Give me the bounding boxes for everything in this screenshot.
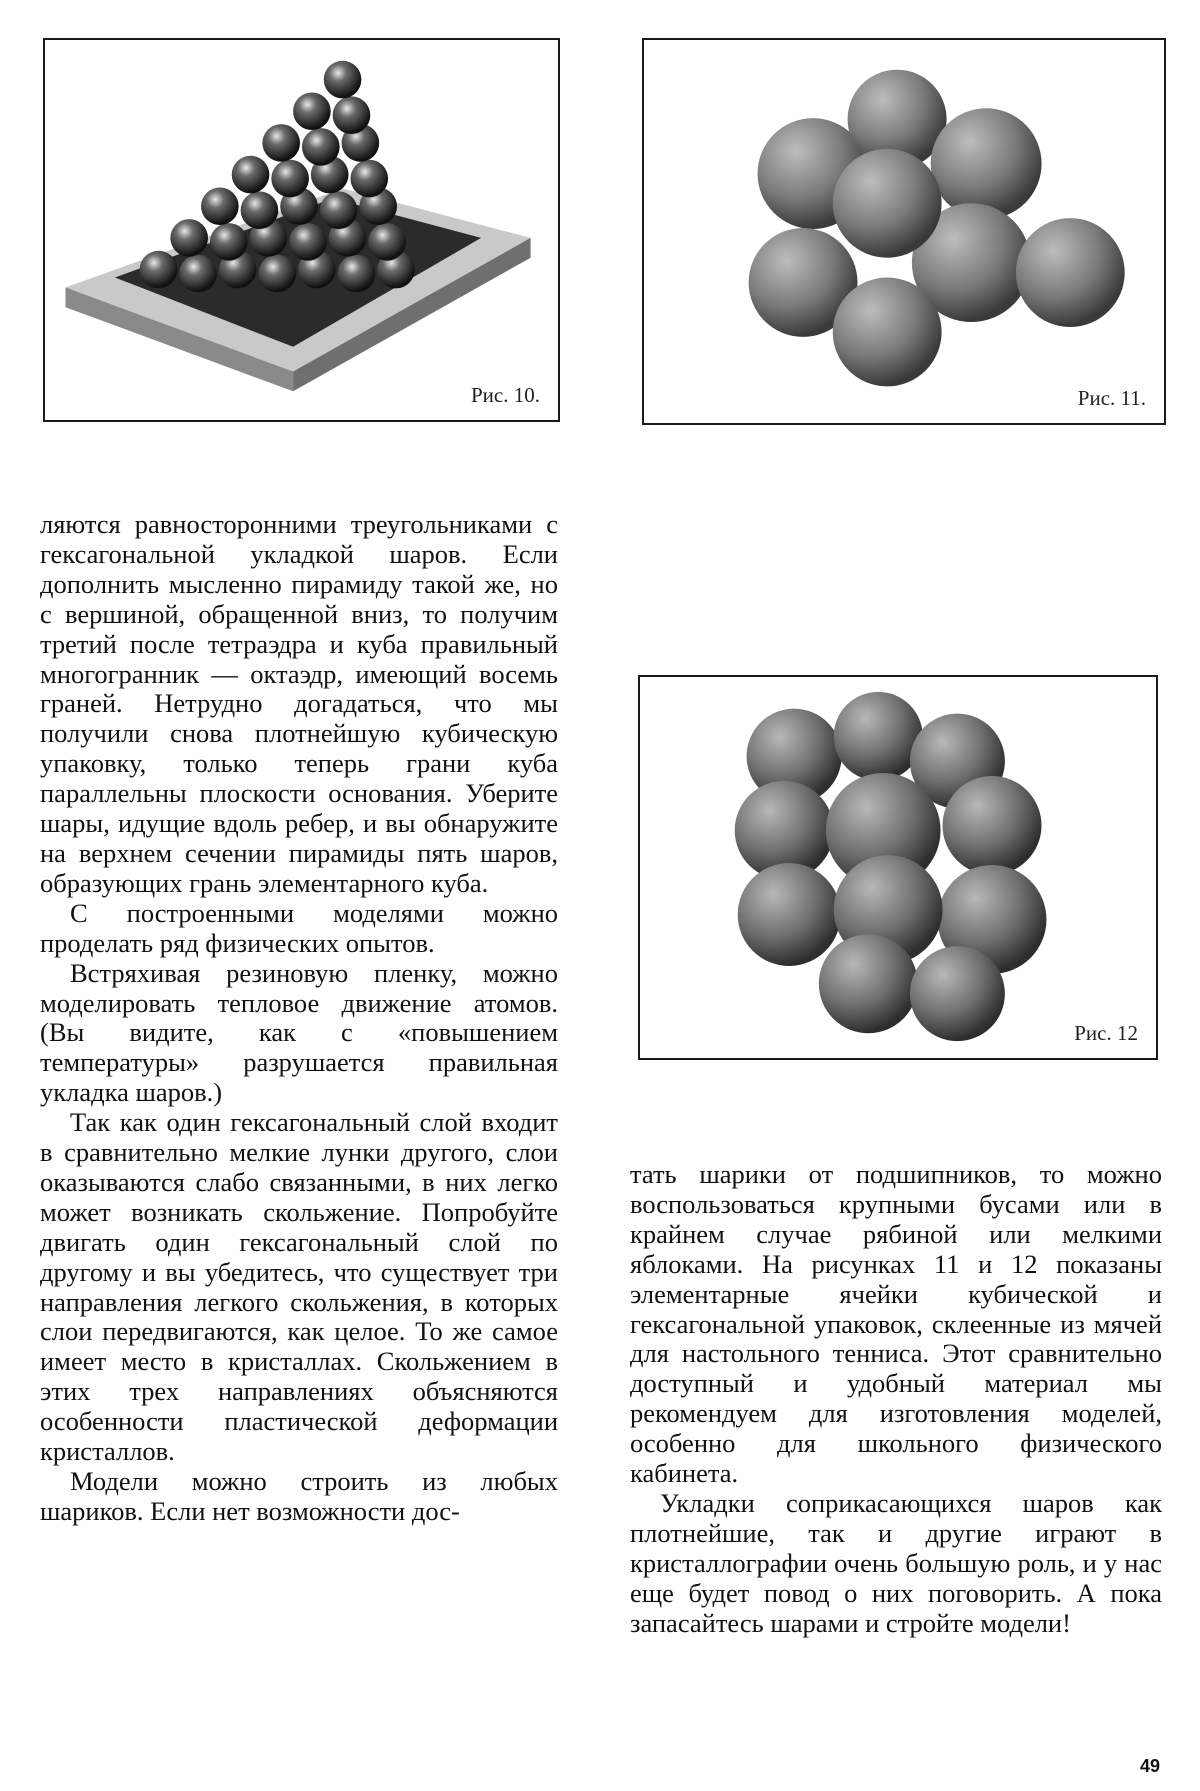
cubic-cell-photo [644,40,1164,423]
right-paragraph-2: Укладки соприкасающихся шаров как плотнейшие, так и другие играют в кристаллографии очень большую роль, и у нас еще будет повод о них поговорить. А пока запасайтесь шарами и стройте модели! [630,1487,1162,1638]
figure-10 [43,38,560,422]
figure-10-caption: Рис. 10. [471,383,540,407]
left-paragraph-3: Встряхивая резиновую пленку, можно моделировать тепловое движение атомов. (Вы видите, как с «повышением температуры» разрушается правильная укладка шаров.) [40,957,558,1108]
pyramid-photo [45,40,558,420]
left-paragraph-1: ляются равносторонними треугольниками с гексагональной укладкой шаров. Если дополнить мысленно пирамиду такой же, но с вершиной, обращенной вниз, то получим третий после тетраэдра и куба правильный многогранник — октаэдр, имеющий восемь граней. Нетрудно догадаться, что мы получили снова плотнейшую кубическую упаковку, только теперь грани куба параллельны плоскости основания. Уберите шары, идущие вдоль ребер, и вы обнаружите на верхнем сечении пирамиды пять шаров, образующих грань элементарного куба. [40,509,558,898]
page-number: 49 [1139,1756,1160,1776]
hexagonal-cell-photo [640,677,1156,1058]
left-paragraph-5: Модели можно строить из любых шариков. Если нет возможности дос- [40,1466,558,1526]
left-column [40,510,558,1527]
left-paragraph-2: С построенными моделями можно проделать ряд физических опытов. [40,897,558,958]
figure-11 [642,38,1166,425]
figure-12-caption: Рис. 12 [1074,1021,1138,1045]
figure-12 [638,675,1158,1060]
right-column [630,1160,1162,1639]
left-paragraph-4: Так как один гексагональный слой входит в сравнительно мелкие лунки другого, слои оказываются слабо связанными, в них легко может возникать скольжение. Попробуйте двигать один гексагональный слой по другому и вы убедитесь, что существует три направления легкого скольжения, в которых слои передвигаются, как целое. То же самое имеет место в кристаллах. Скольжением в этих трех направлениях объясняются особенности пластической деформации кристаллов. [40,1107,558,1467]
right-paragraph-1: тать шарики от подшипников, то можно воспользоваться крупными бусами или в крайнем случае рябиной или мелкими яблоками. На рисунках 11 и 12 показаны элементарные ячейки кубической и гексагональной упаковок, склеенные из мячей для настольного тенниса. Этот сравнительно доступный и удобный материал мы рекомендуем для изготовления моделей, особенно для школьного физического кабинета. [630,1159,1162,1489]
figure-11-caption: Рис. 11. [1077,386,1146,410]
